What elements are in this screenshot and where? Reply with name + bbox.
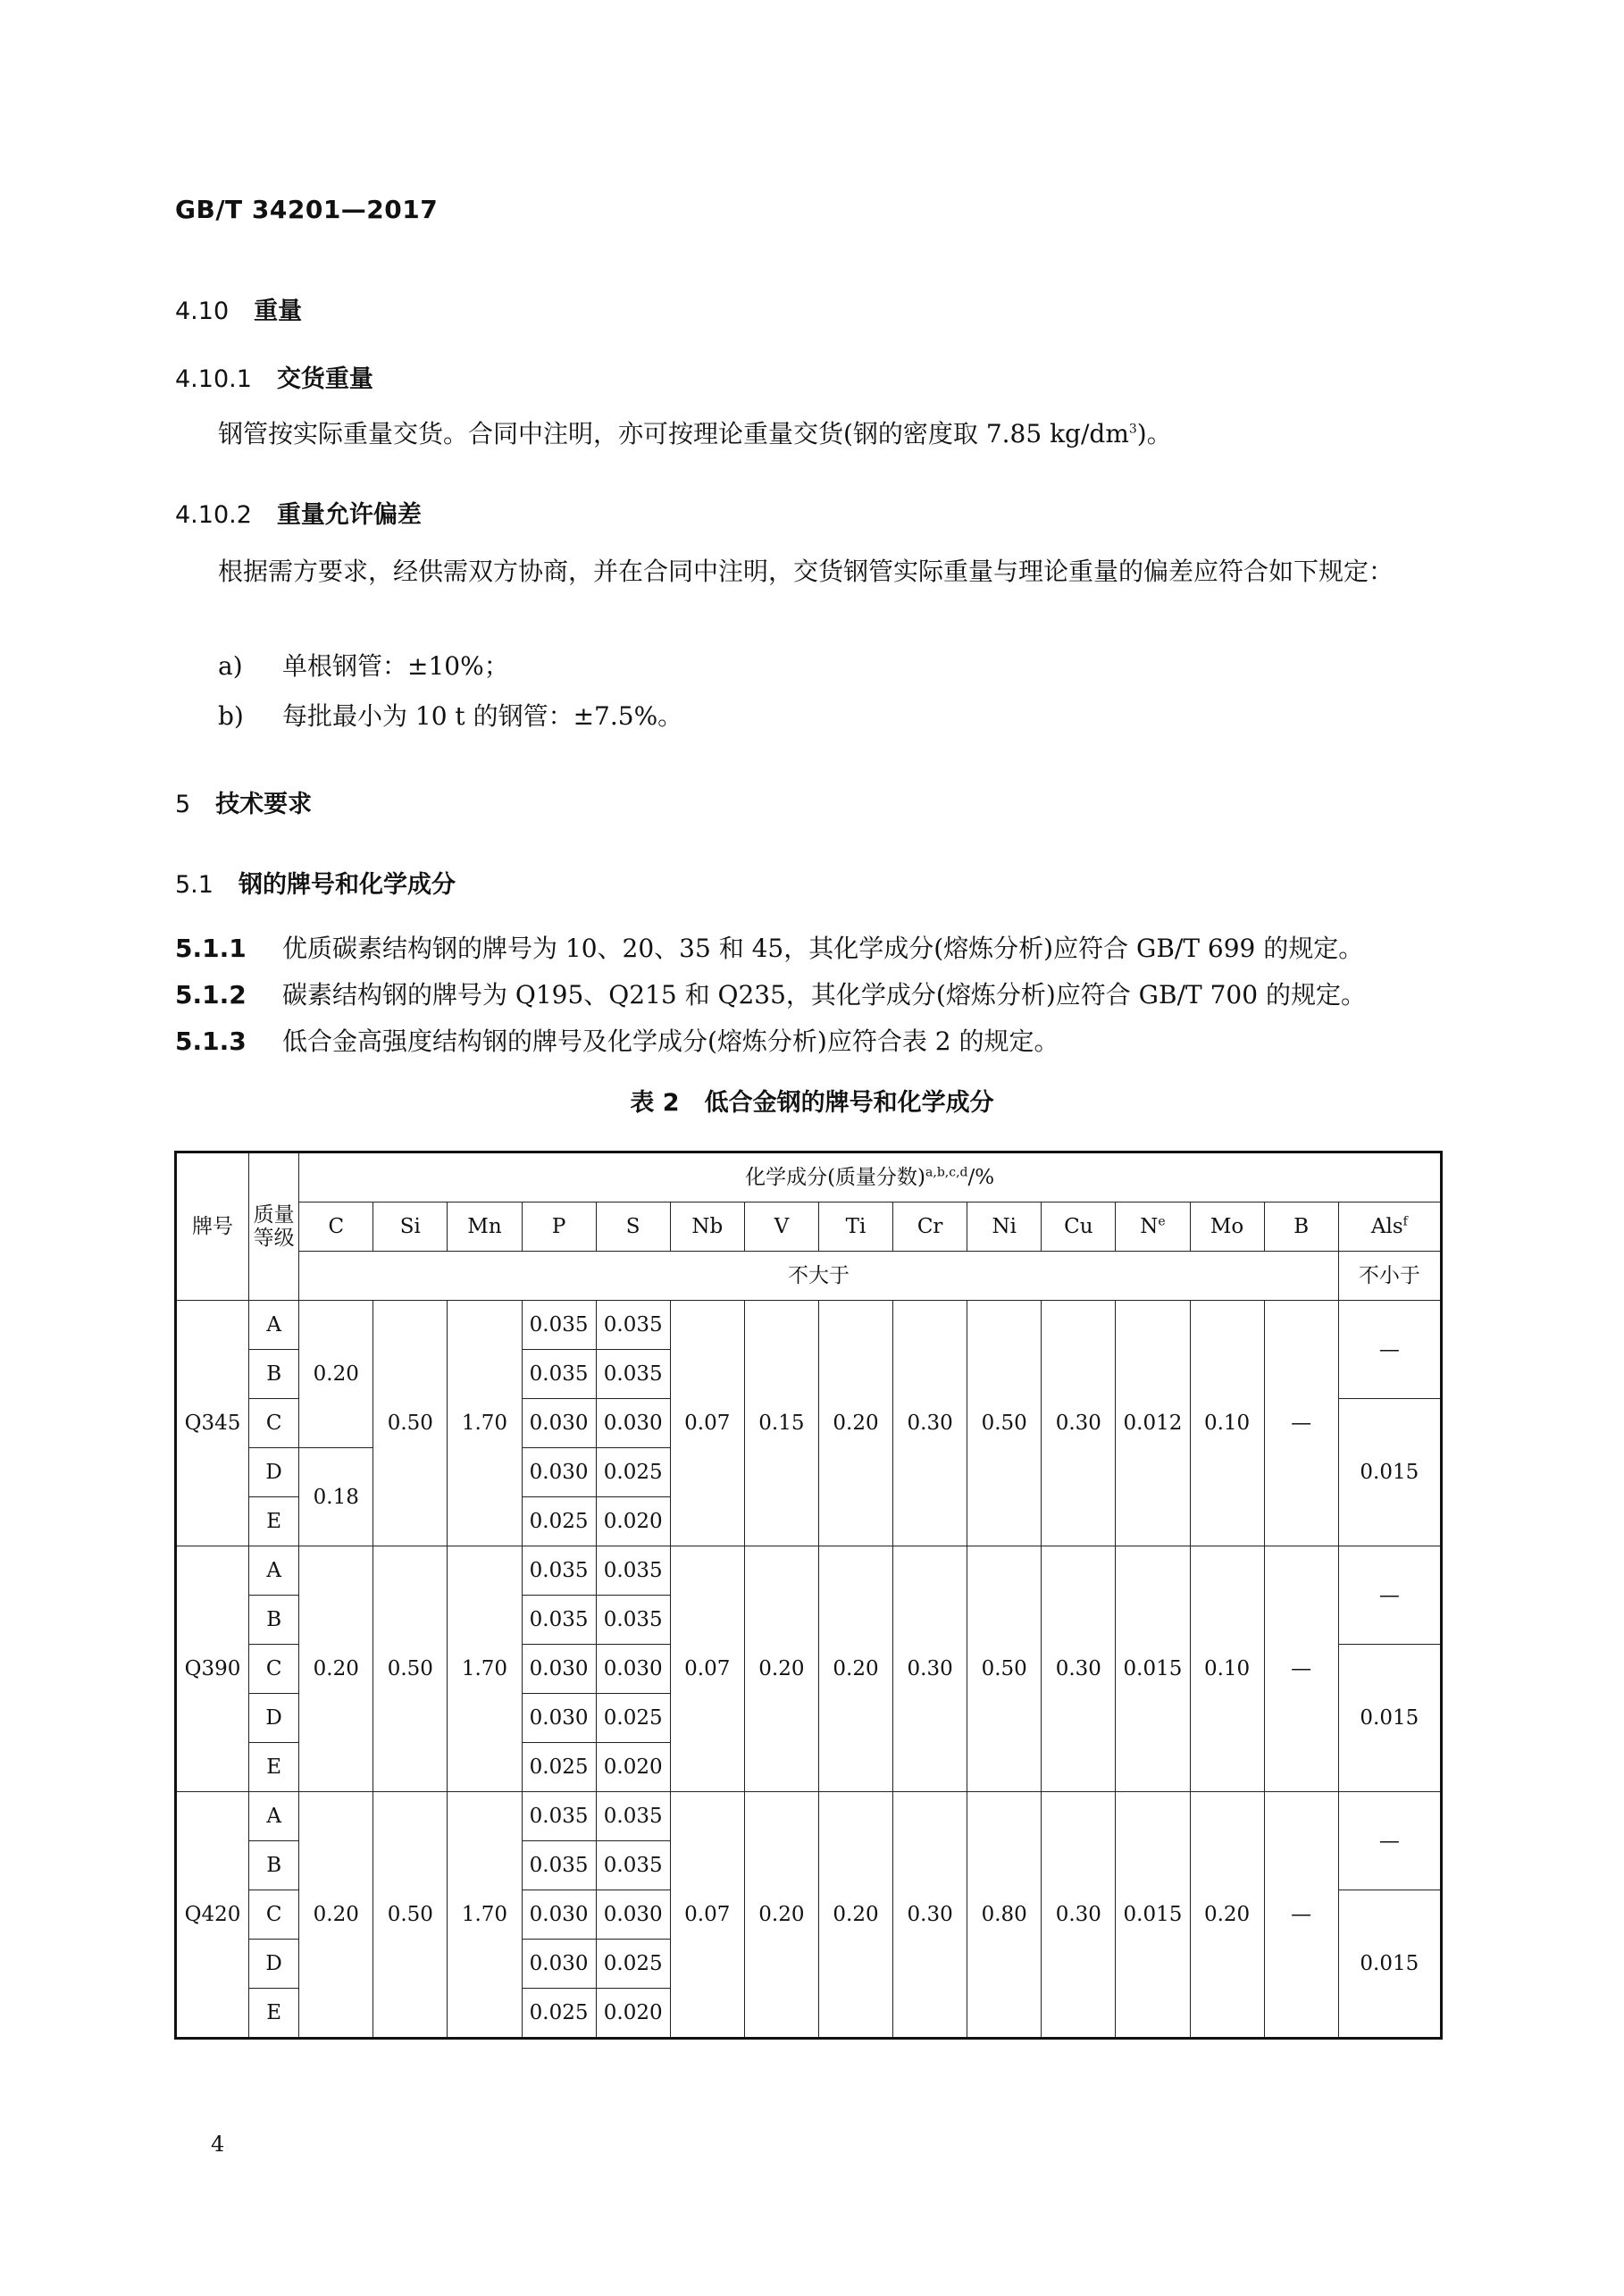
element-header-s: S bbox=[596, 1202, 670, 1252]
cr-cell: 0.30 bbox=[893, 1792, 967, 2039]
clause-number: 5.1.2 bbox=[175, 980, 247, 1010]
heading-4-10-2 bbox=[175, 495, 422, 530]
chem-unit: /% bbox=[967, 1166, 995, 1189]
p-cell: 0.030 bbox=[522, 1399, 596, 1448]
mn-cell: 1.70 bbox=[448, 1792, 522, 2039]
clause-text: 碳素结构钢的牌号为 Q195、Q215 和 Q235，其化学成分(熔炼分析)应符合 GB/T 700 的规定。 bbox=[282, 980, 1366, 1010]
p-cell: 0.030 bbox=[522, 1940, 596, 1989]
paragraph-weight-tolerance bbox=[175, 547, 1444, 597]
s-cell: 0.020 bbox=[596, 1743, 670, 1792]
quality-level-cell: B bbox=[249, 1596, 299, 1645]
quality-level-cell: B bbox=[249, 1350, 299, 1399]
c-cell: 0.20 bbox=[299, 1546, 373, 1792]
list-item-label: b) bbox=[218, 701, 244, 731]
cu-cell: 0.30 bbox=[1042, 1546, 1116, 1792]
list-item bbox=[218, 647, 509, 683]
b-cell: — bbox=[1264, 1792, 1338, 2039]
p-cell: 0.025 bbox=[522, 1743, 596, 1792]
heading-5-1 bbox=[175, 865, 456, 900]
table-row bbox=[176, 1792, 1442, 1841]
table-header-row bbox=[176, 1152, 1442, 1202]
s-cell: 0.035 bbox=[596, 1792, 670, 1841]
quality-level-cell: D bbox=[249, 1940, 299, 1989]
s-cell: 0.035 bbox=[596, 1596, 670, 1645]
nb-cell: 0.07 bbox=[670, 1546, 744, 1792]
v-cell: 0.20 bbox=[744, 1546, 818, 1792]
table-row bbox=[176, 1301, 1442, 1350]
b-cell: — bbox=[1264, 1546, 1338, 1792]
mn-cell: 1.70 bbox=[448, 1301, 522, 1546]
s-cell: 0.030 bbox=[596, 1399, 670, 1448]
heading-number: 4.10.1 bbox=[175, 365, 252, 393]
heading-title: 重量 bbox=[254, 297, 303, 325]
element-sup: e bbox=[1158, 1214, 1166, 1229]
quality-level-cell: D bbox=[249, 1448, 299, 1497]
heading-4-10-1 bbox=[175, 359, 373, 394]
p-cell: 0.035 bbox=[522, 1841, 596, 1890]
element-header-p: P bbox=[522, 1202, 596, 1252]
als-cell: 0.015 bbox=[1338, 1890, 1441, 2039]
chem-title-header bbox=[299, 1152, 1442, 1202]
clause-number: 5.1.1 bbox=[175, 934, 247, 963]
quality-level-cell: E bbox=[249, 1743, 299, 1792]
heading-number: 5 bbox=[175, 791, 191, 818]
n-cell: 0.015 bbox=[1116, 1792, 1190, 2039]
s-cell: 0.035 bbox=[596, 1841, 670, 1890]
heading-number: 4.10.2 bbox=[175, 501, 252, 529]
p-cell: 0.035 bbox=[522, 1546, 596, 1596]
grade-cell: Q345 bbox=[176, 1301, 249, 1546]
ni-cell: 0.80 bbox=[967, 1792, 1042, 2039]
quality-level-cell: A bbox=[249, 1546, 299, 1596]
element-header-b: B bbox=[1264, 1202, 1338, 1252]
chemical-composition-table bbox=[174, 1151, 1443, 2040]
mn-cell: 1.70 bbox=[448, 1546, 522, 1792]
p-cell: 0.030 bbox=[522, 1694, 596, 1743]
mo-cell: 0.10 bbox=[1190, 1546, 1264, 1792]
cu-cell: 0.30 bbox=[1042, 1792, 1116, 2039]
ti-cell: 0.20 bbox=[818, 1792, 892, 2039]
p-cell: 0.035 bbox=[522, 1596, 596, 1645]
b-cell: — bbox=[1264, 1301, 1338, 1546]
heading-title: 钢的牌号和化学成分 bbox=[238, 871, 456, 899]
n-cell: 0.012 bbox=[1116, 1301, 1190, 1546]
s-cell: 0.030 bbox=[596, 1890, 670, 1940]
quality-level-cell: A bbox=[249, 1792, 299, 1841]
nb-cell: 0.07 bbox=[670, 1301, 744, 1546]
table-row bbox=[176, 1546, 1442, 1596]
p-cell: 0.025 bbox=[522, 1497, 596, 1546]
s-cell: 0.035 bbox=[596, 1350, 670, 1399]
element-header-ti: Ti bbox=[818, 1202, 892, 1252]
quality-level-cell: E bbox=[249, 1989, 299, 2039]
quality-level-cell: D bbox=[249, 1694, 299, 1743]
list-item bbox=[218, 697, 682, 733]
c-cell: 0.20 bbox=[299, 1301, 373, 1448]
als-cell: — bbox=[1338, 1792, 1441, 1890]
s-cell: 0.025 bbox=[596, 1694, 670, 1743]
element-header-v: V bbox=[744, 1202, 818, 1252]
element-header-ni: Ni bbox=[967, 1202, 1042, 1252]
p-cell: 0.030 bbox=[522, 1448, 596, 1497]
cr-cell: 0.30 bbox=[893, 1301, 967, 1546]
n-cell: 0.015 bbox=[1116, 1546, 1190, 1792]
p-cell: 0.035 bbox=[522, 1792, 596, 1841]
clause-5-1-2 bbox=[175, 976, 1366, 1011]
si-cell: 0.50 bbox=[373, 1546, 448, 1792]
si-cell: 0.50 bbox=[373, 1301, 448, 1546]
element-header-mo: Mo bbox=[1190, 1202, 1264, 1252]
grade-header: 牌号 bbox=[176, 1152, 249, 1301]
v-cell: 0.20 bbox=[744, 1792, 818, 2039]
element-header-mn: Mn bbox=[448, 1202, 522, 1252]
paragraph-delivery-weight bbox=[175, 409, 1444, 459]
clause-text: 低合金高强度结构钢的牌号及化学成分(熔炼分析)应符合表 2 的规定。 bbox=[282, 1026, 1059, 1056]
s-cell: 0.025 bbox=[596, 1940, 670, 1989]
quality-level-cell: C bbox=[249, 1645, 299, 1694]
element-header-cu: Cu bbox=[1042, 1202, 1116, 1252]
heading-number: 4.10 bbox=[175, 297, 230, 325]
s-cell: 0.030 bbox=[596, 1645, 670, 1694]
quality-level-cell: A bbox=[249, 1301, 299, 1350]
heading-title: 交货重量 bbox=[276, 365, 373, 393]
als-cell: 0.015 bbox=[1338, 1399, 1441, 1546]
quality-level-cell: E bbox=[249, 1497, 299, 1546]
clause-5-1-3 bbox=[175, 1022, 1059, 1058]
heading-number: 5.1 bbox=[175, 871, 213, 899]
p-cell: 0.035 bbox=[522, 1350, 596, 1399]
chem-title-sup: a,b,c,d bbox=[925, 1165, 968, 1180]
heading-5 bbox=[175, 784, 312, 819]
element-header-n: $N^e$ bbox=[1116, 1202, 1190, 1252]
quality-header: 质量等级 bbox=[249, 1152, 299, 1301]
clause-5-1-1 bbox=[175, 929, 1363, 965]
clause-number: 5.1.3 bbox=[175, 1026, 247, 1056]
ti-cell: 0.20 bbox=[818, 1301, 892, 1546]
quality-level-cell: C bbox=[249, 1399, 299, 1448]
superscript: 3 bbox=[1128, 422, 1137, 437]
p-cell: 0.035 bbox=[522, 1301, 596, 1350]
element-header-cr: Cr bbox=[893, 1202, 967, 1252]
not-more-than: 不大于 bbox=[299, 1252, 1339, 1301]
paragraph-text-end: )。 bbox=[1136, 419, 1172, 448]
table-title-text: 低合金钢的牌号和化学成分 bbox=[704, 1089, 994, 1117]
s-cell: 0.035 bbox=[596, 1301, 670, 1350]
nb-cell: 0.07 bbox=[670, 1792, 744, 2039]
si-cell: 0.50 bbox=[373, 1792, 448, 2039]
cu-cell: 0.30 bbox=[1042, 1301, 1116, 1546]
c-cell: 0.18 bbox=[299, 1448, 373, 1546]
list-item-label: a) bbox=[218, 651, 243, 681]
s-cell: 0.020 bbox=[596, 1989, 670, 2039]
element-header-row bbox=[176, 1202, 1442, 1252]
not-less-than: 不小于 bbox=[1338, 1252, 1441, 1301]
element-header-nb: Nb bbox=[670, 1202, 744, 1252]
paragraph-text: 钢管按实际重量交货。合同中注明，亦可按理论重量交货(钢的密度取 7.85 kg/dm bbox=[218, 419, 1129, 448]
element-header-si: Si bbox=[373, 1202, 448, 1252]
mo-cell: 0.20 bbox=[1190, 1792, 1264, 2039]
element-header-c: C bbox=[299, 1202, 373, 1252]
p-cell: 0.030 bbox=[522, 1645, 596, 1694]
quality-level-cell: C bbox=[249, 1890, 299, 1940]
p-cell: 0.030 bbox=[522, 1890, 596, 1940]
clause-text: 优质碳素结构钢的牌号为 10、20、35 和 45，其化学成分(熔炼分析)应符合 GB/T 699 的规定。 bbox=[282, 934, 1364, 963]
paragraph-text: 根据需方要求，经供需双方协商，并在合同中注明，交货钢管实际重量与理论重量的偏差应符合如下规定： bbox=[218, 557, 1394, 586]
s-cell: 0.035 bbox=[596, 1546, 670, 1596]
als-cell: 0.015 bbox=[1338, 1645, 1441, 1792]
heading-title: 重量允许偏差 bbox=[276, 501, 422, 529]
page-number: 4 bbox=[211, 2132, 225, 2157]
table-number: 表 2 bbox=[630, 1089, 680, 1117]
element-header-als: Als$^f$ bbox=[1338, 1202, 1441, 1252]
mo-cell: 0.10 bbox=[1190, 1301, 1264, 1546]
v-cell: 0.15 bbox=[744, 1301, 818, 1546]
list-item-text: 单根钢管：±10%； bbox=[282, 651, 509, 681]
als-cell: — bbox=[1338, 1301, 1441, 1399]
grade-cell: Q390 bbox=[176, 1546, 249, 1792]
c-cell: 0.20 bbox=[299, 1792, 373, 2039]
s-cell: 0.020 bbox=[596, 1497, 670, 1546]
limit-header-row bbox=[176, 1252, 1442, 1301]
s-cell: 0.025 bbox=[596, 1448, 670, 1497]
heading-4-10 bbox=[175, 291, 302, 326]
list-item-text: 每批最小为 10 t 的钢管：±7.5%。 bbox=[282, 701, 683, 731]
heading-title: 技术要求 bbox=[215, 791, 313, 818]
element-sup: f bbox=[1402, 1214, 1408, 1229]
als-cell: — bbox=[1338, 1546, 1441, 1645]
quality-level-cell: B bbox=[249, 1841, 299, 1890]
table-title bbox=[0, 1083, 1624, 1118]
p-cell: 0.025 bbox=[522, 1989, 596, 2039]
chem-title: 化学成分(质量分数) bbox=[745, 1166, 926, 1189]
ni-cell: 0.50 bbox=[967, 1301, 1042, 1546]
ti-cell: 0.20 bbox=[818, 1546, 892, 1792]
standard-code: GB/T 34201—2017 bbox=[175, 195, 439, 224]
cr-cell: 0.30 bbox=[893, 1546, 967, 1792]
ni-cell: 0.50 bbox=[967, 1546, 1042, 1792]
grade-cell: Q420 bbox=[176, 1792, 249, 2039]
